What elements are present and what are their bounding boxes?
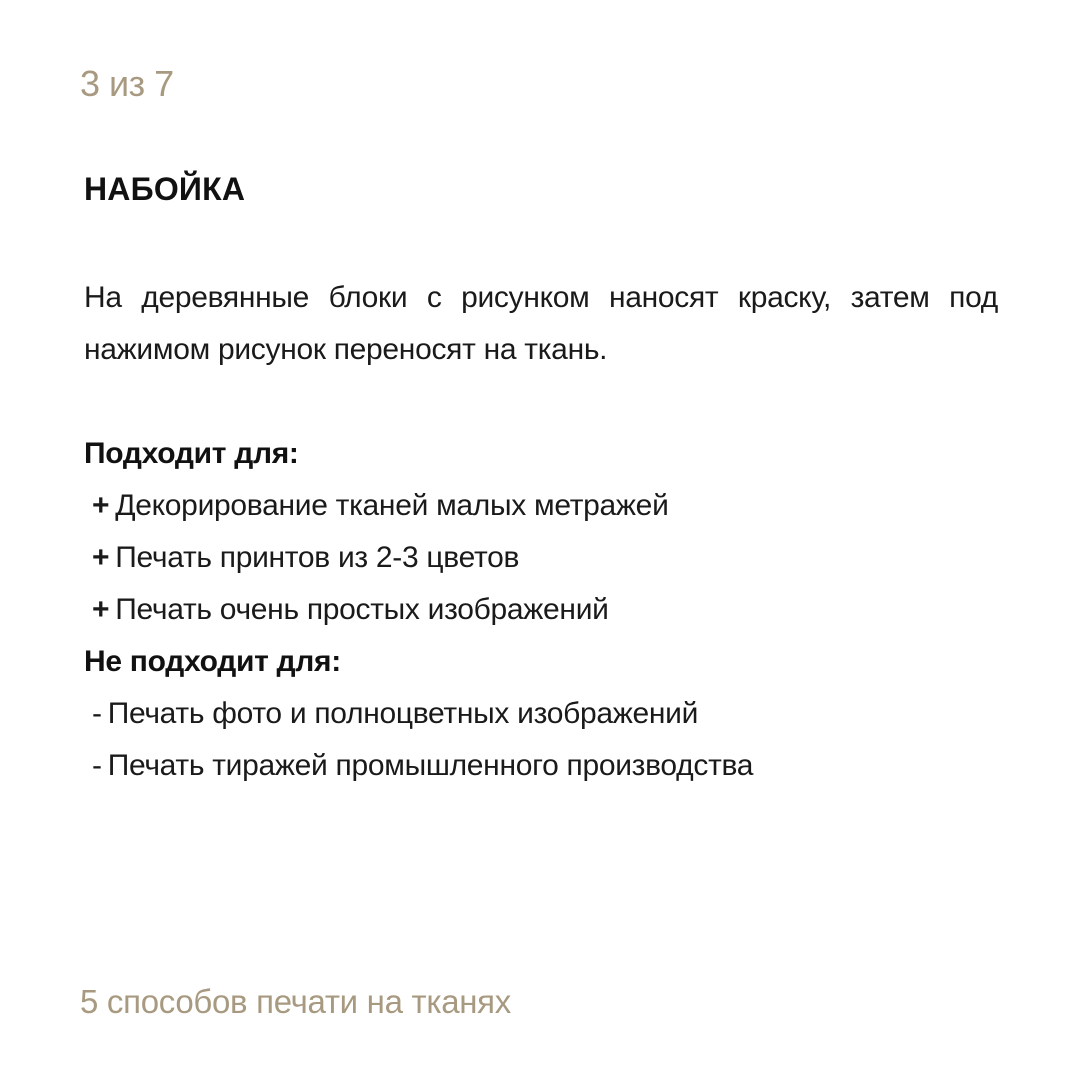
not-suits-list (84, 688, 1004, 792)
not-suits-section (84, 636, 1004, 792)
plus-marker: + (92, 541, 110, 574)
suits-list (84, 480, 1004, 636)
plus-marker: + (92, 489, 110, 522)
list-item-text: Печать очень простых изображений (115, 593, 609, 626)
suits-section (84, 428, 1004, 636)
minus-marker: - (92, 697, 102, 730)
not-suits-heading: Не подходит для: (84, 645, 341, 678)
list-item-text: Печать тиражей промышленного производства (107, 749, 754, 782)
minus-marker: - (92, 749, 102, 782)
list-item (84, 480, 1004, 532)
page-counter: 3 из 7 (80, 63, 174, 104)
list-item (84, 740, 1004, 792)
description-text: На деревянные блоки с рисунком наносят краску, затем под нажимом рисунок переносят на ткань. (84, 281, 998, 366)
list-item (84, 532, 1004, 584)
list-item-text: Печать фото и полноцветных изображений (107, 697, 699, 730)
plus-marker: + (92, 593, 110, 626)
series-title-footer: 5 способов печати на тканях (80, 983, 511, 1020)
list-item-text: Печать принтов из 2-3 цветов (115, 541, 520, 574)
page-title: НАБОЙКА (84, 171, 246, 207)
list-item (84, 584, 1004, 636)
list-item-text: Декорирование тканей малых метражей (115, 489, 669, 522)
suits-heading: Подходит для: (84, 437, 299, 470)
list-item (84, 688, 1004, 740)
